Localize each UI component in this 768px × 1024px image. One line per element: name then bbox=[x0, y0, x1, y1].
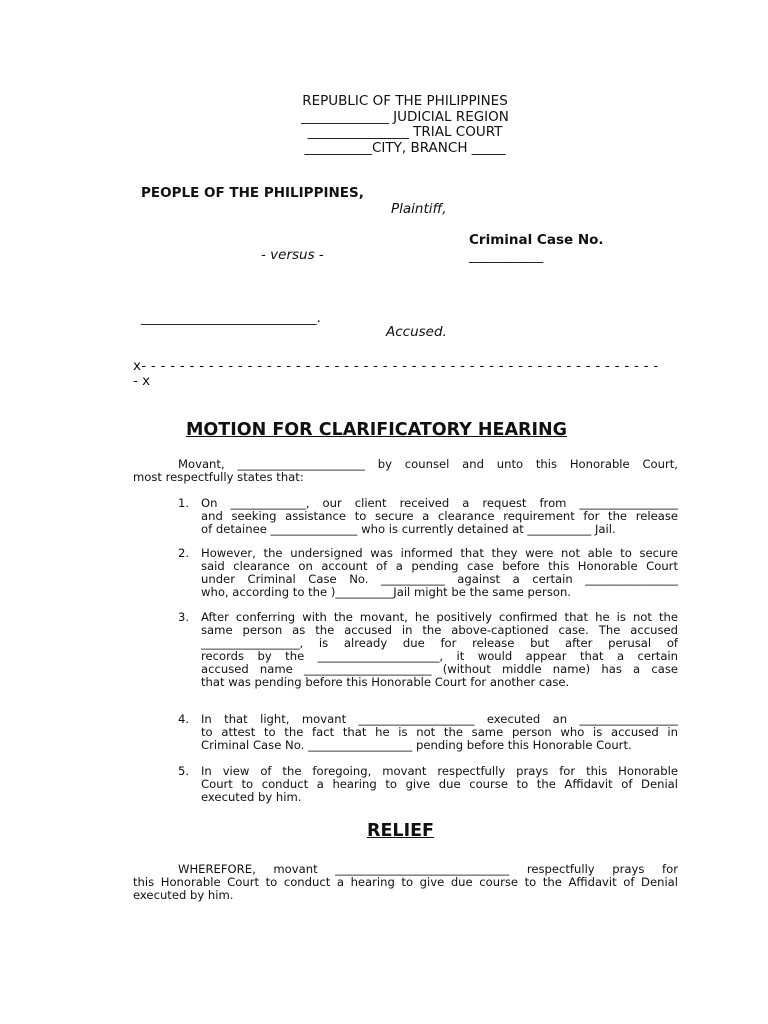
header-judicial-region: _____________ JUDICIAL REGION bbox=[301, 109, 509, 125]
intro-paragraph bbox=[133, 458, 678, 484]
accused-name-blank: __________________________. bbox=[141, 310, 321, 326]
accused-role: Accused. bbox=[386, 324, 447, 340]
list-item-line: After conferring with the movant, he positively confirmed that he is not the bbox=[201, 610, 678, 624]
relief-line: WHEREFORE, movant ______________________________ respectfully prays for bbox=[178, 862, 678, 876]
plaintiff-role: Plaintiff, bbox=[391, 201, 447, 217]
list-item-number: 3. bbox=[178, 610, 190, 624]
header-republic: REPUBLIC OF THE PHILIPPINES bbox=[302, 93, 508, 109]
list-item-line: said clearance on account of a pending case before this Honorable Court bbox=[201, 559, 678, 573]
list-item-line: In that light, movant ____________________ executed an _________________ bbox=[201, 712, 678, 726]
list-item-line: who, according to the )__________Jail might be the same person. bbox=[201, 585, 571, 599]
list-item-line: In view of the foregoing, movant respectfully prays for this Honorable bbox=[201, 764, 678, 778]
list-item-line: of detainee _______________ who is currently detained at ___________ Jail. bbox=[201, 522, 616, 536]
list-item-line: _________________, is already due for release but after perusal of bbox=[201, 636, 678, 650]
case-number-blank: ___________ bbox=[469, 248, 544, 264]
relief-line: executed by him. bbox=[133, 888, 234, 902]
header-trial-court: _______________ TRIAL COURT bbox=[307, 124, 503, 140]
caption-separator-end: - x bbox=[133, 373, 151, 389]
list-item-line: Court to conduct a hearing to give due course to the Affidavit of Denial bbox=[201, 777, 678, 791]
list-item-line: that was pending before this Honorable Court for another case. bbox=[201, 675, 570, 689]
list-item-line: On _____________, our client received a request from _________________ bbox=[201, 496, 678, 510]
list-item-line: records by the _____________________, it would appear that a certain bbox=[201, 649, 678, 663]
intro-line: most respectfully states that: bbox=[133, 470, 304, 484]
list-item-line: same person as the accused in the above-captioned case. The accused bbox=[201, 623, 678, 637]
header-city-branch: __________CITY, BRANCH _____ bbox=[304, 140, 506, 156]
list-item-line: to attest to the fact that he is not the same person who is accused in bbox=[201, 725, 678, 739]
list-item-line: accused name ______________________ (without middle name) has a case bbox=[201, 662, 678, 676]
list-item-number: 2. bbox=[178, 546, 190, 560]
list-item-line: Criminal Case No. __________________ pending before this Honorable Court. bbox=[201, 738, 632, 752]
list-item-line: executed by him. bbox=[201, 790, 302, 804]
plaintiff-name: PEOPLE OF THE PHILIPPINES, bbox=[141, 185, 364, 201]
list-item-number: 5. bbox=[178, 764, 190, 778]
motion-title: MOTION FOR CLARIFICATORY HEARING bbox=[186, 420, 568, 440]
relief-line: this Honorable Court to conduct a hearing to give due course to the Affidavit of Denial bbox=[133, 875, 678, 889]
list-item-number: 4. bbox=[178, 712, 190, 726]
list-item-line: However, the undersigned was informed that they were not able to secure bbox=[201, 546, 678, 560]
caption-separator: x- - - - - - - - - - - - - - - - - - - - - - - - - - - - - - - - - - - - - - - - - - - - - - - - - - - - - - bbox=[133, 358, 659, 374]
intro-line: Movant, ______________________ by counsel and unto this Honorable Court, bbox=[178, 457, 678, 471]
list-item-line: under Criminal Case No. ___________ against a certain ________________ bbox=[201, 572, 678, 586]
list-item-number: 1. bbox=[178, 496, 190, 510]
list-item-line: and seeking assistance to secure a clearance requirement for the release bbox=[201, 509, 678, 523]
versus-label: - versus - bbox=[261, 247, 324, 263]
case-number-label: Criminal Case No. bbox=[469, 232, 604, 248]
relief-paragraph bbox=[133, 863, 678, 902]
relief-heading: RELIEF bbox=[367, 821, 435, 841]
